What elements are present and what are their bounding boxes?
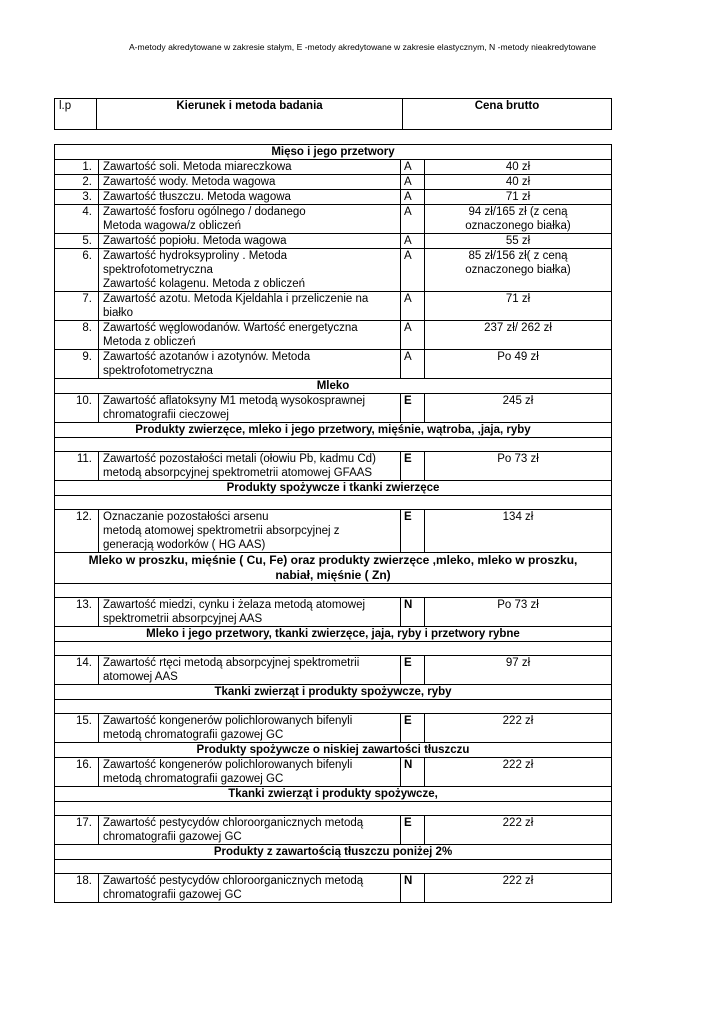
header-table <box>54 98 612 130</box>
row-number: 4. <box>55 205 99 234</box>
table-row <box>55 292 612 321</box>
section-row <box>55 553 612 584</box>
accreditation-code: N <box>401 874 425 903</box>
price-cell: Po 49 zł <box>425 350 612 379</box>
table-row <box>55 234 612 249</box>
section-title: Mleko w proszku, mięśnie ( Cu, Fe) oraz produkty zwierzęce ,mleko, mleko w proszku, nabiał, mięśnie ( Zn) <box>55 553 612 584</box>
price-cell: 71 zł <box>425 190 612 205</box>
accreditation-code: E <box>401 656 425 685</box>
table-row <box>55 350 612 379</box>
spacer-cell <box>55 642 612 656</box>
price-cell: 245 zł <box>425 394 612 423</box>
section-row <box>55 627 612 642</box>
row-number: 16. <box>55 758 99 787</box>
price-cell: 222 zł <box>425 816 612 845</box>
method-description: Zawartość pozostałości metali (ołowiu Pb, kadmu Cd) metodą absorpcyjnej spektrometrii atomowej GFAAS <box>99 452 401 481</box>
accreditation-code: A <box>401 321 425 350</box>
accreditation-code: E <box>401 452 425 481</box>
header-method: Kierunek i metoda badania <box>97 99 403 130</box>
spacer-cell <box>55 438 612 452</box>
price-cell: Po 73 zł <box>425 452 612 481</box>
row-number: 18. <box>55 874 99 903</box>
table-row <box>55 394 612 423</box>
section-row <box>55 423 612 438</box>
method-description: Zawartość kongenerów polichlorowanych bifenyli metodą chromatografii gazowej GC <box>99 758 401 787</box>
section-row <box>55 685 612 700</box>
accreditation-code: A <box>401 292 425 321</box>
section-title: Produkty spożywcze i tkanki zwierzęce <box>55 481 612 496</box>
section-title: Produkty zwierzęce, mleko i jego przetwory, mięśnie, wątroba, ,jaja, ryby <box>55 423 612 438</box>
accreditation-code: A <box>401 249 425 292</box>
spacer-row <box>55 700 612 714</box>
row-number: 17. <box>55 816 99 845</box>
table-row <box>55 510 612 553</box>
price-cell: 85 zł/156 zł( z ceną oznaczonego białka) <box>425 249 612 292</box>
section-title: Produkty spożywcze o niskiej zawartości tłuszczu <box>55 743 612 758</box>
row-number: 3. <box>55 190 99 205</box>
price-cell: 237 zł/ 262 zł <box>425 321 612 350</box>
section-row <box>55 481 612 496</box>
spacer-row <box>55 584 612 598</box>
spacer-row <box>55 496 612 510</box>
table-row <box>55 452 612 481</box>
section-title: Mleko i jego przetwory, tkanki zwierzęce, jaja, ryby i przetwory rybne <box>55 627 612 642</box>
row-number: 1. <box>55 160 99 175</box>
method-description: Zawartość wody. Metoda wagowa <box>99 175 401 190</box>
method-description: Zawartość soli. Metoda miareczkowa <box>99 160 401 175</box>
price-cell: 222 zł <box>425 758 612 787</box>
row-number: 7. <box>55 292 99 321</box>
section-title: Tkanki zwierząt i produkty spożywcze, ryby <box>55 685 612 700</box>
header-row <box>55 99 612 130</box>
spacer-cell <box>55 700 612 714</box>
accreditation-code: E <box>401 394 425 423</box>
spacer-cell <box>55 802 612 816</box>
legend-note: A-metody akredytowane w zakresie stałym, E -metody akredytowane w zakresie elastycznym, N -metody nieakredytowane <box>128 42 597 52</box>
accreditation-code: A <box>401 205 425 234</box>
accreditation-code: A <box>401 160 425 175</box>
price-cell: 94 zł/165 zł (z ceną oznaczonego białka) <box>425 205 612 234</box>
spacer-cell <box>55 860 612 874</box>
method-description: Zawartość azotanów i azotynów. Metoda spektrofotometryczna <box>99 350 401 379</box>
table-row <box>55 175 612 190</box>
spacer-cell <box>55 584 612 598</box>
section-row <box>55 845 612 860</box>
table-row <box>55 714 612 743</box>
price-cell: 97 zł <box>425 656 612 685</box>
header-price: Cena brutto <box>403 99 612 130</box>
method-description: Zawartość miedzi, cynku i żelaza metodą atomowej spektrometrii absorpcyjnej AAS <box>99 598 401 627</box>
table-row <box>55 656 612 685</box>
table-row <box>55 249 612 292</box>
section-title: Tkanki zwierząt i produkty spożywcze, <box>55 787 612 802</box>
row-number: 13. <box>55 598 99 627</box>
table-row <box>55 321 612 350</box>
accreditation-code: A <box>401 350 425 379</box>
method-description: Zawartość azotu. Metoda Kjeldahla i przeliczenie na białko <box>99 292 401 321</box>
accreditation-code: A <box>401 190 425 205</box>
price-cell: 222 zł <box>425 874 612 903</box>
accreditation-code: E <box>401 816 425 845</box>
section-row <box>55 145 612 160</box>
section-title: Produkty z zawartością tłuszczu poniżej 2% <box>55 845 612 860</box>
method-description: Zawartość węglowodanów. Wartość energetyczna Metoda z obliczeń <box>99 321 401 350</box>
method-description: Zawartość rtęci metodą absorpcyjnej spektrometrii atomowej AAS <box>99 656 401 685</box>
method-description: Oznaczanie pozostałości arsenu metodą atomowej spektrometrii absorpcyjnej z generacją wodorków ( HG AAS) <box>99 510 401 553</box>
row-number: 9. <box>55 350 99 379</box>
spacer-row <box>55 860 612 874</box>
table-row <box>55 758 612 787</box>
spacer-cell <box>55 496 612 510</box>
row-number: 12. <box>55 510 99 553</box>
method-description: Zawartość fosforu ogólnego / dodanego Metoda wagowa/z obliczeń <box>99 205 401 234</box>
method-description: Zawartość hydroksyproliny . Metoda spektrofotometryczna Zawartość kolagenu. Metoda z obliczeń <box>99 249 401 292</box>
table-row <box>55 874 612 903</box>
price-table <box>54 144 612 903</box>
table-row <box>55 160 612 175</box>
accreditation-code: E <box>401 714 425 743</box>
row-number: 5. <box>55 234 99 249</box>
row-number: 2. <box>55 175 99 190</box>
method-description: Zawartość pestycydów chloroorganicznych metodą chromatografii gazowej GC <box>99 816 401 845</box>
section-row <box>55 787 612 802</box>
row-number: 11. <box>55 452 99 481</box>
price-cell: Po 73 zł <box>425 598 612 627</box>
section-title: Mleko <box>55 379 612 394</box>
accreditation-code: N <box>401 598 425 627</box>
header-lp: l.p <box>55 99 97 130</box>
price-cell: 40 zł <box>425 160 612 175</box>
price-cell: 134 zł <box>425 510 612 553</box>
spacer-row <box>55 438 612 452</box>
method-description: Zawartość popiołu. Metoda wagowa <box>99 234 401 249</box>
accreditation-code: A <box>401 234 425 249</box>
accreditation-code: N <box>401 758 425 787</box>
row-number: 6. <box>55 249 99 292</box>
accreditation-code: A <box>401 175 425 190</box>
price-cell: 40 zł <box>425 175 612 190</box>
row-number: 14. <box>55 656 99 685</box>
row-number: 15. <box>55 714 99 743</box>
spacer-row <box>55 642 612 656</box>
table-row <box>55 190 612 205</box>
table-row <box>55 816 612 845</box>
price-cell: 71 zł <box>425 292 612 321</box>
section-title: Mięso i jego przetwory <box>55 145 612 160</box>
method-description: Zawartość tłuszczu. Metoda wagowa <box>99 190 401 205</box>
row-number: 8. <box>55 321 99 350</box>
method-description: Zawartość kongenerów polichlorowanych bifenyli metodą chromatografii gazowej GC <box>99 714 401 743</box>
method-description: Zawartość pestycydów chloroorganicznych metodą chromatografii gazowej GC <box>99 874 401 903</box>
price-cell: 55 zł <box>425 234 612 249</box>
accreditation-code: E <box>401 510 425 553</box>
price-cell: 222 zł <box>425 714 612 743</box>
spacer-row <box>55 802 612 816</box>
row-number: 10. <box>55 394 99 423</box>
section-row <box>55 743 612 758</box>
table-row <box>55 598 612 627</box>
table-row <box>55 205 612 234</box>
method-description: Zawartość aflatoksyny M1 metodą wysokosprawnej chromatografii cieczowej <box>99 394 401 423</box>
section-row <box>55 379 612 394</box>
